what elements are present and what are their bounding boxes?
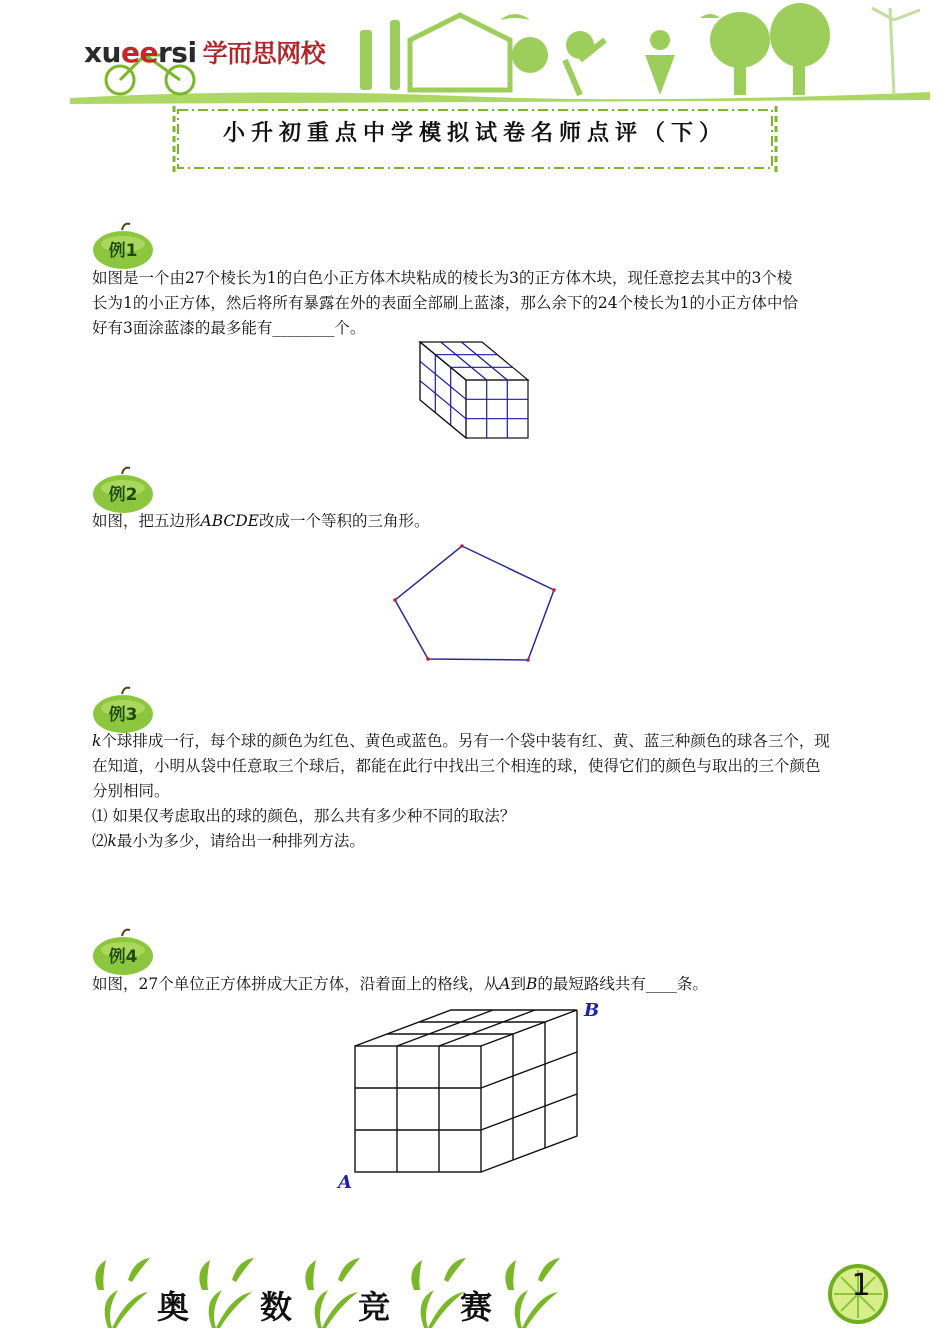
variable-k: k [92, 732, 102, 750]
example-3-text [92, 729, 864, 854]
example-3-line1-rest: 个球排成一行，每个球的颜色为红色、黄色或蓝色。另有一个袋中装有红、黄、蓝三种颜色的球各三个，现 [101, 732, 830, 750]
example-tag-label: 例4 [108, 947, 138, 967]
example-4-suffix: 的最短路线共有____条。 [537, 975, 708, 993]
pentagon-figure [388, 540, 564, 668]
example-4-prefix: 如图，27个单位正方体拼成大正方体，沿着面上的格线，从 [92, 975, 500, 993]
example-1-line: 好有3面涂蓝漆的最多能有________个。 [92, 319, 366, 337]
point-b: B [525, 975, 538, 993]
example-tag-label: 例3 [108, 705, 138, 725]
cube-figure-1 [418, 340, 534, 444]
example-3-question-2 [92, 829, 864, 854]
example-4-text [92, 972, 864, 997]
footer-char: 赛 [460, 1288, 493, 1326]
example-1-text [92, 266, 864, 341]
page-title: 小升初重点中学模拟试卷名师点评（下） [222, 120, 727, 146]
cube-figure-4 [336, 998, 606, 1194]
example-3-question-1: ⑴ 如果仅考虑取出的球的颜色，那么共有多少种不同的取法？ [92, 807, 516, 825]
logo-text-2: ee [121, 36, 158, 69]
example-2-prefix: 如图，把五边形 [92, 512, 201, 530]
example-2-text [92, 509, 864, 534]
label-b: B [584, 1000, 600, 1021]
footer-char: 竞 [358, 1288, 391, 1326]
q2-rest: 最小为多少，请给出一种排列方法。 [116, 832, 365, 850]
example-4-mid: 到 [510, 975, 526, 993]
q2-number: ⑵ [92, 832, 108, 850]
example-tag-4 [92, 928, 154, 976]
example-tag-2 [92, 466, 154, 514]
example-1-line: 如图是一个由27个棱长为1的白色小正方体木块粘成的棱长为3的正方体木块，现任意挖去其中的3个棱 [92, 269, 793, 287]
example-tag-label: 例1 [108, 241, 138, 261]
page-number: 1 [851, 1268, 871, 1303]
site-logo [84, 34, 325, 70]
example-tag-1 [92, 222, 154, 270]
footer-char: 数 [260, 1288, 293, 1326]
label-a: A [338, 1172, 352, 1193]
example-3-line: 在知道，小明从袋中任意取三个球后，都能在此行中找出三个相连的球，使得它们的颜色与取出的三个颜色 [92, 757, 821, 775]
footer-char: 奥 [157, 1288, 190, 1326]
logo-text-1: xu [84, 36, 121, 69]
example-2-suffix: 改成一个等积的三角形。 [259, 512, 430, 530]
example-3-line: 分别相同。 [92, 782, 170, 800]
point-a: A [499, 975, 511, 993]
logo-chinese: 学而思网校 [202, 39, 326, 68]
logo-text-3: rsi [157, 36, 197, 69]
pentagon-name: ABCDE [200, 512, 259, 530]
example-3-line [92, 729, 864, 754]
example-tag-3 [92, 686, 154, 734]
example-tag-label: 例2 [108, 485, 138, 505]
variable-k: k [107, 832, 117, 850]
example-1-line: 长为1的小正方体，然后将所有暴露在外的表面全部刷上蓝漆，那么余下的24个棱长为1的小正方体中恰 [92, 294, 798, 312]
